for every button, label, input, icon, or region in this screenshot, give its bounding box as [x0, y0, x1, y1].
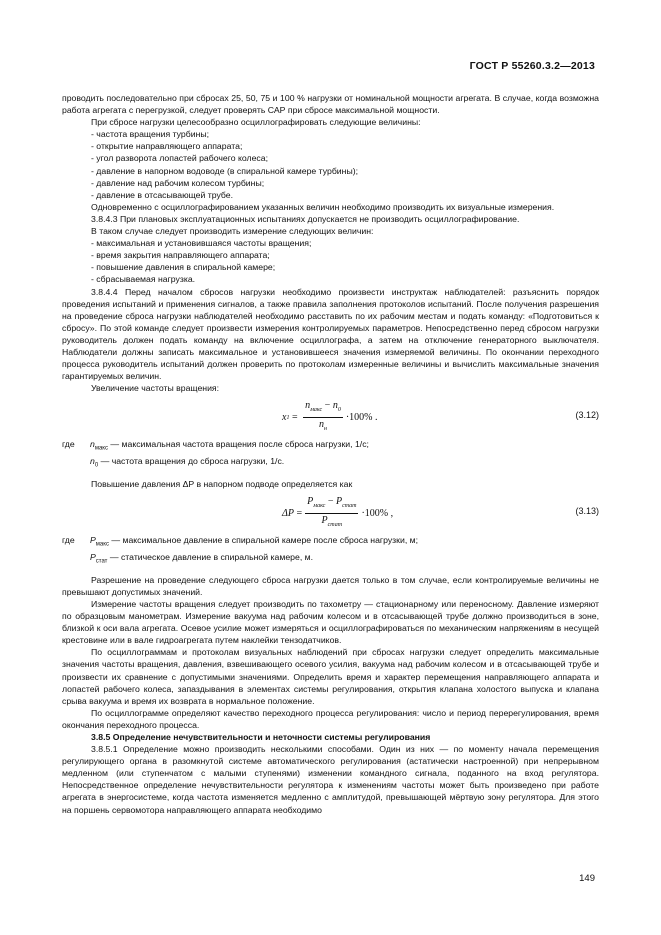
formula-number: (3.12) [575, 410, 599, 421]
list-quantities [62, 128, 599, 201]
paragraph: Увеличение частоты вращения: [91, 383, 220, 394]
page-number: 149 [579, 873, 595, 884]
paragraph: По осциллограмме определяют качество переходного процесса регулирования: число и период перерегулирования, время окончания переходного процесса. [62, 707, 599, 730]
list-item: - открытие направляющего аппарата; [91, 141, 243, 152]
list-item: - давление в отсасывающей трубе. [91, 189, 234, 200]
list-item: - давление над рабочим колесом турбины; [91, 177, 265, 188]
paragraph: Разрешение на проведение следующего сброса нагрузки дается только в том случае, если контролируемые величины не превышают допустимых значений. [62, 574, 599, 597]
list-item: - максимальная и установившаяся частоты вращения; [91, 238, 312, 249]
legend-item: $n_0$ — частота вращения до сброса нагрузки, 1/c. [90, 456, 285, 469]
legend-item: $P_{макс}$ — максимальное давление в спиральной камере после сброса нагрузки, м; [90, 535, 419, 548]
paragraph: Повышение давления ΔP в напорном подводе определяется как [91, 479, 353, 489]
section-heading: 3.8.5 Определение нечувствительности и неточности системы регулирования [91, 731, 431, 742]
list-item: - частота вращения турбины; [91, 129, 210, 140]
formula-legend: где $n_{макс}$ — максимальная частота вращения после сброса нагрузки, 1/c; $n_0$ — частота вращения до сброса нагрузки, 1/c. [62, 438, 599, 472]
list-item: - сбрасываемая нагрузка. [91, 274, 196, 285]
list-item: - давление в напорном водоводе (в спиральной камере турбины); [91, 165, 359, 176]
document-id: ГОСТ Р 55260.3.2—2013 [469, 60, 595, 72]
legend-item: $P_{стат}$ — статическое давление в спиральной камере, м. [90, 551, 314, 565]
list-item: - время закрытия направляющего аппарата; [91, 250, 270, 261]
paragraph: 3.8.5.1 Определение можно производить несколькими способами. Один из них — по моменту начала перемещения регулирующего органа в разомкнутой системе автоматического регулирования (астатически настроенной) при непрерывном медленном (или ступенчатом с малыми ступенями) изменении командного сигнала, поданного на вход регулятора. Непосредственное определение нечувствительности регулятора к изменениям частоты может быть произведено при работе агрегата в энергосистеме, когда частота изменяется медленно с амплитудой, превышающей мёртвую зону регулятора. Для этого на поршень сервомотора направляющего аппарата необходимо [62, 744, 599, 815]
formula-legend: где $P_{макс}$ — максимальное давление в спиральной камере после сброса нагрузки, м; $P_{стат}$ — статическое давление в спиральной камере, м. [62, 534, 599, 568]
fraction: $\frac{n_{макс} - n_0}{n_н}$ [305, 400, 341, 433]
list-item: - угол разворота лопастей рабочего колеса; [91, 153, 268, 164]
paragraph: 3.8.4.3 При плановых эксплуатационных испытаниях допускается не производить осциллографирование. [91, 213, 520, 224]
paragraph: По осциллограммам и протоколам визуальных наблюдений при сбросах нагрузки следует определить максимальные значения частоты вращения, давления, взвешивающего осевого усилия, вакуума над рабочим колесом и в отсасывающей трубе и произвести их сравнение с допустимыми значениями. Определить время и характер перемещения направляющего аппарата и лопастей рабочего колеса, запаздывания в элементах системы регулирования, открытия клапана холостого выпуска и клапана срыва вакуума и время их возврата в нормальное положение. [62, 647, 599, 706]
paragraph: 3.8.4.4 Перед началом сбросов нагрузки необходимо произвести инструктаж наблюдателей: разъяснить порядок проведения испытаний и применения сигналов, а также правила заполнения протоколов испытаний. После получения разрешения на проведение сброса нагрузки наблюдателей необходимо расставить по их рабочим местам и подать команду: «Подготовиться к сбросу». По этой команде следует произвести измерения контролируемых параметров. Непосредственно перед сбросом нагрузки руководитель должен подать команду на включение осциллографа, а затем на отключение генераторного выключателя. Наблюдатели должны записать максимальное и установившееся значения измеряемой величины. По окончании переходного процесса руководитель испытаний должен проверить по протоколам измеренные величины и вычислить максимальные значения гарантируемых величин. [62, 286, 599, 382]
paragraph: При сбросе нагрузки целесообразно осциллографировать следующие величины: [91, 117, 421, 128]
legend-item: $n_{макс}$ — максимальная частота вращения после сброса нагрузки, 1/c; [90, 439, 369, 453]
formula-3-13: ΔP = $\frac{P_{макс} - P_{стат}}{P_{стат}}$ ·100% , (3.13) [62, 492, 599, 530]
body-text [62, 92, 599, 816]
paragraph: Измерение частоты вращения следует производить по тахометру — стационарному или переносному. Давление измеряют по образцовым манометрам. Измерение вакуума над рабочим колесом и в отсасывающей трубе должно производиться в зоне, близкой к оси вала агрегата. Осевое усилие может измеряться и осциллографироваться по механическим напряжениям в несущей крестовине или в вале гидроагрегата путем наклейки тензодатчиков. [62, 598, 599, 646]
formula-number: (3.13) [575, 506, 599, 517]
fraction: $\frac{P_{макс} - P_{стат}}{P_{стат}}$ [307, 496, 357, 529]
paragraph: В таком случае следует производить измерение следующих величин: [91, 226, 374, 237]
list-measurements [62, 237, 599, 285]
paragraph: Одновременно с осциллографированием указанных величин необходимо производить их визуальные измерения. [91, 201, 555, 212]
formula-3-12: x 1 = $\frac{n_{макс} - n_0}{n_н}$ ·100% . (3.12) [62, 396, 599, 434]
list-item: - повышение давления в спиральной камере; [91, 262, 276, 273]
paragraph: проводить последовательно при сбросах 25, 50, 75 и 100 % нагрузки от номинальной мощности агрегата. В случае, когда возможна работа агрегата с перегрузкой, следует проверять САР при сбросе максимальной мощности. [62, 93, 599, 116]
